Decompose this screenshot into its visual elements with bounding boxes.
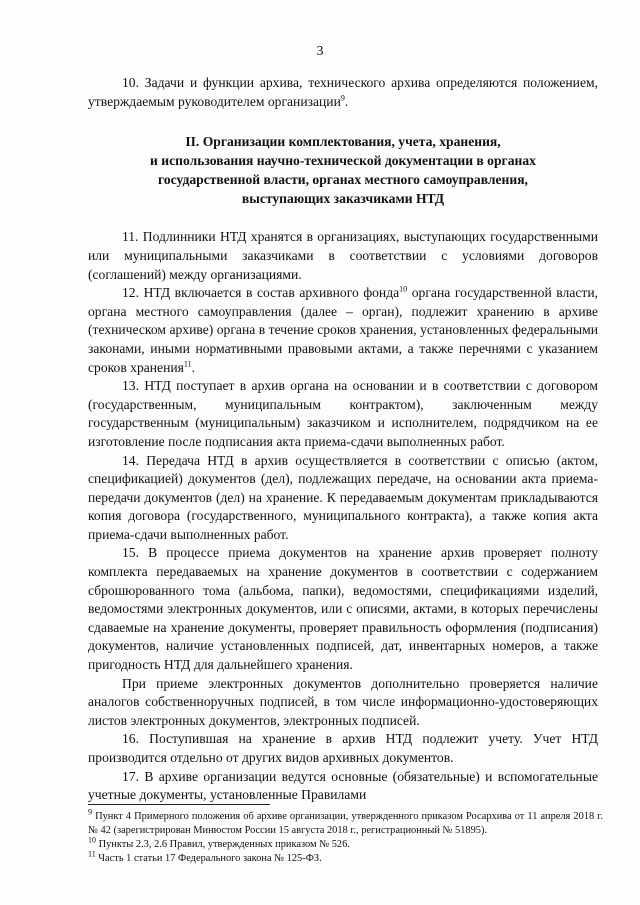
footnote-10-number: 10 — [88, 835, 96, 845]
paragraph-12 — [88, 284, 598, 377]
footnote-9-number: 9 — [88, 807, 92, 817]
footnotes — [88, 807, 603, 866]
heading-line-4: выступающих заказчиками НТД — [241, 190, 445, 206]
footnote-10-text: Пункты 2.3, 2.6 Правил, утвержденных приказом № 526. — [96, 839, 350, 850]
footnote-ref-9: 9 — [340, 93, 345, 103]
footnote-ref-10: 10 — [399, 284, 408, 294]
paragraph-12-text-b: органа государственной власти, органа местного самоуправления (далее – орган), подлежит хранению в архиве (техническом архиве) органа в течение сроков хранения, установленных федеральными законами, иными нормативными правовыми актами, а также перечнями с указанием сроков хранения — [88, 285, 598, 375]
paragraph-17: 17. В архиве организации ведутся основные (обязательные) и вспомогательные учетные документы, установленные Правилами — [88, 768, 598, 803]
heading-line-1: II. Организации комплектования, учета, хранения, — [185, 134, 501, 150]
paragraph-14: 14. Передача НТД в архив осуществляется в соответствии с описью (актом, спецификацией) документов (дел), подлежащих передаче, на основании акта приема-передачи документов (дел) на хранение. К передаваемым документам прикладываются копия договора (государственного, муниципального контракта), а также копия акта приема-сдачи выполненных работ. — [88, 452, 598, 542]
paragraph-11: 11. Подлинники НТД хранятся в организациях, выступающих государственными или муниципальными заказчиками в соответствии с условиями договоров (соглашений) между организациями. — [88, 229, 598, 282]
page-number: 3 — [316, 44, 324, 59]
paragraph-10-text: 10. Задачи и функции архива, технического архива определяются положением, утверждаемым руководителем организации — [88, 75, 598, 109]
footnote-10 — [88, 835, 603, 852]
footnote-9 — [88, 807, 603, 838]
paragraph-12-end: . — [191, 359, 196, 375]
document-body — [88, 74, 598, 805]
footnote-11-number: 11 — [88, 849, 96, 859]
footnote-ref-11: 11 — [183, 359, 192, 368]
paragraph-15-electronic: При приеме электронных документов дополнительно проверяется наличие аналогов собственноручных подписей, в том числе информационно-удостоверяющих листов электронных документов, электронных подписей. — [88, 675, 598, 728]
paragraph-10-end: . — [344, 93, 349, 109]
footnote-divider — [88, 804, 270, 805]
footnote-11-text: Часть 1 статьи 17 Федерального закона № 125-ФЗ. — [95, 853, 322, 864]
footnote-11 — [88, 849, 603, 866]
footnote-9-text: Пункт 4 Примерного положения об архиве организации, утвержденного приказом Росархива от 11 апреля 2018 г. № 42 (зарегистрирован Минюстом России 15 августа 2018 г., регистрационный № 51895). — [88, 811, 603, 836]
paragraph-15: 15. В процессе приема документов на хранение архив проверяет полноту комплекта передаваемых на хранение документов в соответствии с содержанием сброшюрованного тома (альбома, папки), ведомостями, спецификациями изделий, ведомостями электронных документов, или с описями, актами, в которых перечислены сдаваемые на хранение документы, проверяет правильность оформления (подписания) документов, наличие установленных подписей, дат, инвентарных номеров, а также пригодность НТД для дальнейшего хранения. — [88, 545, 598, 673]
heading-line-2: и использования научно-технической документации в органах — [150, 152, 536, 168]
paragraph-10 — [88, 74, 598, 111]
paragraph-12-text-a: 12. НТД включается в состав архивного фонда — [122, 285, 400, 301]
heading-line-3: государственной власти, органах местного самоуправления, — [158, 171, 528, 187]
section-heading — [88, 133, 598, 208]
paragraph-16: 16. Поступившая на хранение в архив НТД подлежит учету. Учет НТД производится отдельно от других видов архивных документов. — [88, 731, 598, 765]
paragraph-13: 13. НТД поступает в архив органа на основании и в соответствии с договором (государственным, муниципальным контрактом), заключенным между государственным (муниципальным) заказчиком и исполнителем, подрядчиком на ее изготовление после подписания акта приема-сдачи выполненных работ. — [88, 378, 598, 449]
